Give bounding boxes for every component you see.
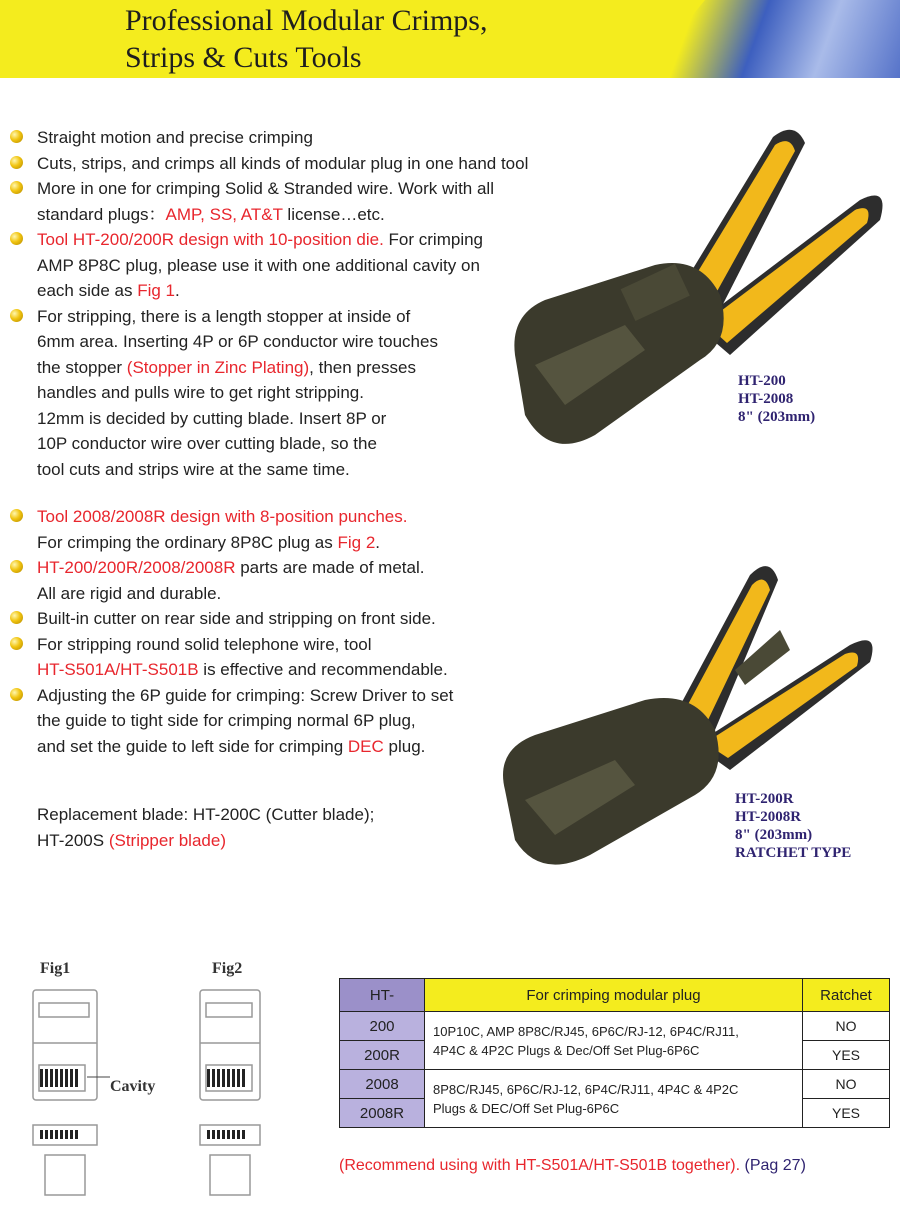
fig1-label: Fig1 [40,960,71,977]
fig1-plug-diagram [25,985,115,1205]
model-cell: 200 [340,1012,425,1041]
feature-item: HT-200/200R/2008/2008R parts are made of metal. All are rigid and durable. [10,555,610,606]
feature-item: More in one for crimping Solid & Stranded wire. Work with all standard plugs：AMP, SS, AT&T license…etc. [10,176,610,227]
bullet-icon [10,309,23,322]
fig2-plug-diagram [192,985,272,1205]
fig2-label: Fig2 [212,960,243,977]
feature-item: For stripping, there is a length stopper at inside of 6mm area. Inserting 4P or 6P conductor wire touches the stopper (Stopper in Zinc Plating), then presses handles and pulls wire to get right stripping. 12mm is decided by cutting blade. Insert 8P or 10P conductor wire over cutting blade, so the tool cuts and strips wire at the same time. [10,304,610,483]
table-row [340,1070,890,1099]
bullet-icon [10,130,23,143]
model-cell: 2008R [340,1099,425,1128]
bullet-icon [10,509,23,522]
recommendation-note: (Recommend using with HT-S501A/HT-S501B together). (Pag 27) [339,1157,806,1174]
crimp-tool-image-ht200 [505,115,900,475]
feature-item: Built-in cutter on rear side and stripping on front side. [10,606,610,632]
header-decoration [640,0,900,78]
model-cell: 200R [340,1041,425,1070]
ratchet-cell: NO [803,1012,890,1041]
ratchet-cell: YES [803,1041,890,1070]
tool-label-ht200r: HT-200R HT-2008R 8" (203mm) RATCHET TYPE [735,791,852,861]
model-cell: 2008 [340,1070,425,1099]
column-header-plug: For crimping modular plug [425,979,803,1012]
bullet-icon [10,181,23,194]
bullet-icon [10,232,23,245]
bullet-icon [10,688,23,701]
ratchet-cell: YES [803,1099,890,1128]
tool-label-ht200: HT-200 HT-2008 8" (203mm) [738,373,816,425]
replacement-blade-note: Replacement blade: HT-200C (Cutter blade); HT-200S (Stripper blade) [37,805,375,850]
table-header-row [340,979,890,1012]
page-title: Professional Modular Crimps, Strips & Cuts Tools [125,4,488,74]
spacer [10,482,610,504]
feature-item: Tool 2008/2008R design with 8-position punches. For crimping the ordinary 8P8C plug as Fig 2. [10,504,610,555]
feature-item: Straight motion and precise crimping [10,125,610,151]
column-header-model: HT- [340,979,425,1012]
plug-description-cell: 10P10C, AMP 8P8C/RJ45, 6P6C/RJ-12, 6P4C/RJ11, 4P4C & 4P2C Plugs & Dec/Off Set Plug-6P6C [425,1012,803,1070]
bullet-icon [10,156,23,169]
bullet-icon [10,637,23,650]
cavity-label: Cavity [110,1078,156,1095]
feature-item: Adjusting the 6P guide for crimping: Screw Driver to set the guide to tight side for crimping normal 6P plug, and set the guide to left side for crimping DEC plug. [10,683,610,760]
column-header-ratchet: Ratchet [803,979,890,1012]
bullet-icon [10,560,23,573]
feature-item: Cuts, strips, and crimps all kinds of modular plug in one hand tool [10,151,610,177]
ratchet-cell: NO [803,1070,890,1099]
page-header [0,0,900,78]
feature-item: Tool HT-200/200R design with 10-position die. For crimping AMP 8P8C plug, please use it with one additional cavity on each side as Fig 1. [10,227,610,304]
plug-description-cell: 8P8C/RJ45, 6P6C/RJ-12, 6P4C/RJ11, 4P4C & 4P2C Plugs & DEC/Off Set Plug-6P6C [425,1070,803,1128]
spec-table [339,978,890,1128]
bullet-icon [10,611,23,624]
feature-item: For stripping round solid telephone wire, tool HT-S501A/HT-S501B is effective and recommendable. [10,632,610,683]
table-row [340,1012,890,1041]
